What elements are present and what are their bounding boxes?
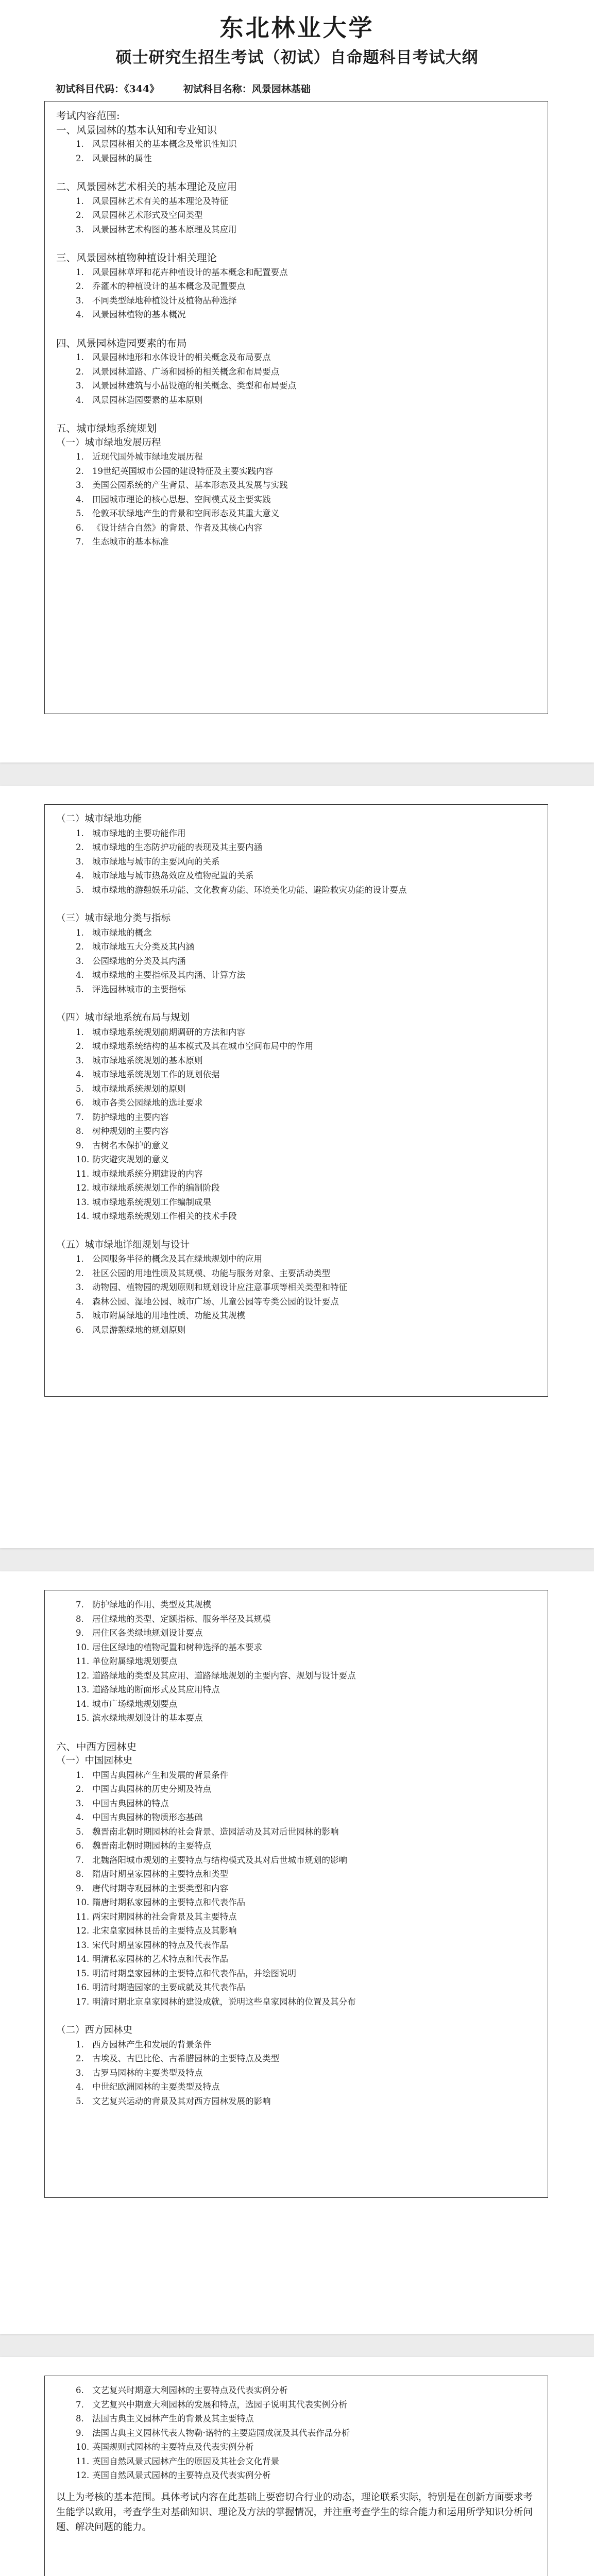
- list-item: [56, 2038, 537, 2052]
- item-number: 1.: [76, 139, 84, 149]
- item-number: 9.: [76, 1883, 84, 1893]
- item-text: 防护绿地的作用、类型及其规模: [92, 1600, 211, 1609]
- item-text: 古埃及、古巴比伦、古希腊园林的主要特点及类型: [92, 2054, 279, 2063]
- item-number: 3.: [76, 1055, 84, 1065]
- item-number: 7.: [76, 537, 84, 547]
- item-number: 7.: [76, 1855, 84, 1865]
- item-text: 宋代时期皇家园林的特点及代表作品: [92, 1940, 228, 1950]
- item-number: 7.: [76, 1112, 84, 1122]
- list-item: [56, 1139, 537, 1153]
- item-text: 城市绿地与城市热岛效应及植物配置的关系: [92, 871, 254, 880]
- item-number: 4.: [76, 310, 84, 319]
- list-item: [56, 1825, 537, 1839]
- item-number: 14.: [76, 1211, 90, 1221]
- item-text: 英国自然风景式园林的主要特点及代表实例分析: [92, 2470, 271, 2480]
- item-number: 2.: [76, 1268, 84, 1278]
- subsection-heading: （五）城市绿地详细规划与设计: [56, 1239, 190, 1250]
- item-text: 中国古典园林的特点: [92, 1798, 169, 1808]
- item-number: 9.: [76, 1628, 84, 1638]
- item-number: 8.: [76, 1614, 84, 1624]
- list-item: [56, 1910, 537, 1924]
- subsection-heading: （一）城市绿地发展历程: [56, 437, 161, 448]
- item-number: 4.: [76, 395, 84, 405]
- subject-meta: [56, 81, 331, 95]
- item-number: 9.: [76, 1140, 84, 1150]
- list-item: [56, 1612, 537, 1626]
- list-item: [56, 1967, 537, 1981]
- list-item: [56, 2440, 537, 2454]
- list-item: [56, 1025, 537, 1040]
- list-item: [56, 1640, 537, 1655]
- subsection-heading: （一）中国园林史: [56, 1755, 133, 1766]
- list-item: [56, 464, 537, 479]
- item-text: 风景园林的属性: [92, 153, 152, 163]
- list-item: [56, 2066, 537, 2080]
- item-number: 8.: [76, 2414, 84, 2424]
- subject-code: 初试科目代码：《344》: [56, 83, 160, 95]
- item-number: 6.: [76, 1325, 84, 1335]
- list-item: [56, 2468, 537, 2483]
- content-box-4: [44, 2376, 548, 2576]
- list-item: [56, 1669, 537, 1683]
- list-item: [56, 2383, 537, 2398]
- item-text: 隋唐时期私家园林的主要特点和代表作品: [92, 1897, 245, 1907]
- list-item: [56, 1124, 537, 1139]
- list-item: [56, 840, 537, 855]
- item-number: 13.: [76, 1940, 90, 1950]
- item-number: 1.: [76, 452, 84, 462]
- item-text: 道路绿地的类型及其应用、道路绿地规划的主要内容、规划与设计要点: [92, 1670, 356, 1681]
- item-number: 5.: [76, 509, 84, 518]
- list-item: [56, 535, 537, 549]
- item-number: 11.: [76, 1168, 90, 1179]
- item-text: 单位附属绿地规划要点: [92, 1656, 177, 1666]
- list-item: [56, 1895, 537, 1910]
- item-number: 10.: [76, 1155, 90, 1164]
- list-item: [56, 2426, 537, 2441]
- item-number: 12.: [76, 2470, 90, 2480]
- list-item: [56, 194, 537, 209]
- closing-paragraph: 以上为考核的基本范围。具体考试内容在此基础上要密切合行业的动态，理论联系实际，特别是在创新方面要求考生能学以致用，考查学生对基础知识、理论及方法的掌握情况，并注重考查学生的综合能力和运用所学知识分析问题、解决问题的能力。: [56, 2492, 533, 2533]
- item-number: 1.: [76, 1770, 84, 1780]
- list-item: [56, 1938, 537, 1953]
- item-text: 文艺复兴运动的背景及其对西方园林发展的影响: [92, 2096, 271, 2106]
- item-number: 12.: [76, 1670, 90, 1681]
- list-item: [56, 1067, 537, 1082]
- list-item: [56, 926, 537, 940]
- list-item: [56, 393, 537, 408]
- section-heading: 六、中西方园林史: [56, 1740, 137, 1753]
- item-number: 8.: [76, 1869, 84, 1879]
- item-number: 3.: [76, 381, 84, 391]
- item-text: 北宋皇家园林艮岳的主要特点及其影响: [92, 1926, 237, 1936]
- item-text: 古罗马园林的主要类型及特点: [92, 2067, 203, 2078]
- item-number: 10.: [76, 2442, 90, 2452]
- item-number: 5.: [76, 984, 84, 994]
- item-number: 10.: [76, 1642, 90, 1652]
- item-number: 2.: [76, 366, 84, 377]
- list-item: [56, 521, 537, 535]
- subsection-heading: （二）城市绿地功能: [56, 814, 142, 824]
- list-item: [56, 1110, 537, 1125]
- subsection-heading: （四）城市绿地系统布局与规划: [56, 1012, 190, 1023]
- item-number: 2.: [76, 466, 84, 476]
- list-item: [56, 1266, 537, 1281]
- item-text: 文艺复兴中期意大利园林的发展和特点，选园子说明其代表实例分析: [92, 2399, 347, 2410]
- page-1: [0, 0, 594, 762]
- item-number: 1.: [76, 196, 84, 206]
- item-number: 3.: [76, 1282, 84, 1292]
- section-heading: 二、风景园林艺术相关的基本理论及应用: [56, 181, 237, 193]
- list-item: [56, 1598, 537, 1612]
- item-text: 风景园林造园要素的基本原则: [92, 395, 203, 405]
- item-number: 1.: [76, 2039, 84, 2049]
- item-text: 明清时期造园家的主要成就及其代表作品: [92, 1982, 245, 1992]
- item-text: 魏晋南北朝时期园林的社会背景、造园活动及其对后世园林的影响: [92, 1826, 339, 1837]
- list-item: [56, 350, 537, 365]
- page-2: [0, 786, 594, 1548]
- item-number: 4.: [76, 2082, 84, 2092]
- list-item: [56, 968, 537, 982]
- item-number: 12.: [76, 1926, 90, 1936]
- item-text: 公园服务半径的概念及其在绿地规划中的应用: [92, 1254, 262, 1264]
- item-number: 15.: [76, 1968, 90, 1978]
- item-text: 西方园林产生和发展的背景条件: [92, 2039, 211, 2049]
- item-text: 树种规划的主要内容: [92, 1126, 169, 1136]
- item-number: 5.: [76, 1826, 84, 1837]
- list-item: [56, 1839, 537, 1853]
- item-text: 唐代时期寺观园林的主要类型和内容: [92, 1883, 228, 1893]
- list-item: [56, 1697, 537, 1711]
- item-number: 5.: [76, 1083, 84, 1094]
- list-item: [56, 1082, 537, 1096]
- subject-name: 初试科目名称：风景园林基础: [183, 83, 311, 95]
- list-item: [56, 294, 537, 308]
- content-box-2: [44, 804, 548, 1397]
- item-number: 3.: [76, 224, 84, 234]
- list-item: [56, 379, 537, 393]
- list-item: [56, 1295, 537, 1309]
- item-number: 2.: [76, 2054, 84, 2063]
- list-item: [56, 1882, 537, 1896]
- list-item: [56, 1654, 537, 1669]
- item-text: 法国古典主义园林代表人物勒·诺特的主要造园成就及其代表作品分析: [92, 2428, 350, 2438]
- item-number: 14.: [76, 1699, 90, 1709]
- item-text: 伦敦环状绿地产生的背景和空间形态及其重大意义: [92, 509, 279, 518]
- item-text: 风景游憩绿地的规划原则: [92, 1325, 186, 1335]
- item-text: 城市绿地的主要指标及其内涵、计算方法: [92, 970, 245, 980]
- item-number: 4.: [76, 494, 84, 504]
- item-text: 风景园林相关的基本概念及常识性知识: [92, 139, 237, 149]
- item-number: 6.: [76, 2385, 84, 2395]
- list-item: [56, 1924, 537, 1938]
- list-item: [56, 869, 537, 883]
- item-number: 14.: [76, 1954, 90, 1964]
- section-heading: 四、风景园林造园要素的布局: [56, 337, 187, 349]
- item-text: 中国古典园林产生和发展的背景条件: [92, 1770, 228, 1780]
- item-text: 城市绿地的主要功能作用: [92, 828, 186, 838]
- item-text: 评选园林城市的主要指标: [92, 984, 186, 994]
- item-text: 城市绿地系统规划前期调研的方法和内容: [92, 1027, 245, 1037]
- scope-title: 考试内容范围:: [56, 110, 120, 122]
- item-number: 9.: [76, 2428, 84, 2438]
- item-text: 居住区绿地的植物配置和树种选择的基本要求: [92, 1642, 262, 1652]
- item-number: 2.: [76, 942, 84, 952]
- item-number: 4.: [76, 1812, 84, 1822]
- item-text: 古树名木保护的意义: [92, 1140, 169, 1150]
- content-box-3: [44, 1590, 548, 2198]
- item-text: 北魏洛阳城市规划的主要特点与结构模式及其对后世城市规划的影响: [92, 1855, 347, 1865]
- list-item: [56, 1209, 537, 1224]
- list-item: [56, 2412, 537, 2426]
- item-text: 风景园林道路、广场和园桥的相关概念和布局要点: [92, 366, 279, 377]
- item-text: 防护绿地的主要内容: [92, 1112, 169, 1122]
- item-number: 2.: [76, 1784, 84, 1794]
- item-number: 1.: [76, 828, 84, 838]
- item-text: 滨水绿地规划设计的基本要点: [92, 1713, 203, 1723]
- item-text: 英国规则式园林的主要特点及代表实例分析: [92, 2442, 254, 2452]
- item-text: 不同类型绿地种植设计及植物品种选择: [92, 295, 237, 306]
- list-item: [56, 279, 537, 294]
- item-number: 4.: [76, 1296, 84, 1307]
- item-number: 8.: [76, 1126, 84, 1136]
- list-item: [56, 2080, 537, 2094]
- item-text: 风景园林艺术形式及空间类型: [92, 210, 203, 220]
- list-item: [56, 1153, 537, 1167]
- list-item: [56, 1280, 537, 1295]
- item-text: 风景园林植物的基本概况: [92, 310, 186, 319]
- content-box-1: [44, 101, 548, 714]
- item-number: 3.: [76, 480, 84, 490]
- item-text: 城市广场绿地规划要点: [92, 1699, 177, 1709]
- item-text: 乔灌木的种植设计的基本概念及配置要点: [92, 281, 245, 291]
- item-text: 城市绿地系统规划工作的规划依据: [92, 1070, 220, 1079]
- list-item: [56, 137, 537, 151]
- item-number: 3.: [76, 956, 84, 966]
- item-text: 生态城市的基本标准: [92, 537, 169, 547]
- item-text: 两宋时期园林的社会背景及其主要特点: [92, 1911, 237, 1922]
- list-item: [56, 1711, 537, 1725]
- item-text: 城市绿地系统规划工作编制成果: [92, 1197, 211, 1207]
- list-item: [56, 265, 537, 280]
- item-number: 4.: [76, 871, 84, 880]
- item-text: 中世纪欧洲园林的主要类型及特点: [92, 2082, 220, 2092]
- item-number: 2.: [76, 153, 84, 163]
- item-text: 公园绿地的分类及其内涵: [92, 956, 186, 966]
- item-number: 5.: [76, 2096, 84, 2106]
- list-item: [56, 1252, 537, 1266]
- item-number: 1.: [76, 267, 84, 277]
- item-number: 3.: [76, 2067, 84, 2078]
- item-text: 《设计结合自然》的背景、作者及其核心内容: [92, 522, 262, 533]
- item-text: 城市绿地的游憩娱乐功能、文化教育功能、环境美化功能、避险救灾功能的设计要点: [92, 885, 407, 895]
- item-number: 6.: [76, 1841, 84, 1851]
- item-number: 2.: [76, 281, 84, 291]
- item-text: 森林公园、湿地公园、城市广场、儿童公园等专类公园的设计要点: [92, 1296, 339, 1307]
- list-item: [56, 1195, 537, 1210]
- list-item: [56, 450, 537, 464]
- list-item: [56, 208, 537, 223]
- item-number: 7.: [76, 1600, 84, 1609]
- item-number: 17.: [76, 1996, 90, 2007]
- list-item: [56, 223, 537, 237]
- list-item: [56, 1626, 537, 1640]
- list-item: [56, 940, 537, 954]
- item-text: 城市绿地系统结构的基本模式及其在城市空间布局中的作用: [92, 1041, 313, 1051]
- item-number: 11.: [76, 1656, 90, 1666]
- item-text: 社区公园的用地性质及其规模、功能与服务对象、主要活动类型: [92, 1268, 330, 1278]
- list-item: [56, 2052, 537, 2066]
- exam-title: 硕士研究生招生考试（初试）自命题科目考试大纲: [115, 48, 479, 67]
- item-text: 城市附属绿地的用地性质、功能及其规模: [92, 1311, 245, 1320]
- item-text: 明清时期北京皇家园林的建设成就，说明这些皇家园林的位置及其分布: [92, 1996, 356, 2007]
- page-3: [0, 1571, 594, 2334]
- item-number: 10.: [76, 1897, 90, 1907]
- item-text: 防灾避灾规划的意义: [92, 1155, 169, 1164]
- section-heading: 三、风景园林植物种植设计相关理论: [56, 252, 217, 264]
- item-number: 5.: [76, 1311, 84, 1320]
- list-item: [56, 2454, 537, 2469]
- item-text: 风景园林艺术有关的基本理论及特征: [92, 196, 228, 206]
- item-number: 6.: [76, 522, 84, 533]
- list-item: [56, 1782, 537, 1797]
- list-item: [56, 151, 537, 166]
- item-number: 2.: [76, 842, 84, 852]
- item-text: 风景园林建筑与小品设施的相关概念、类型和布局要点: [92, 381, 296, 391]
- item-text: 明清私家园林的艺术特点和代表作品: [92, 1954, 228, 1964]
- item-number: 11.: [76, 1911, 90, 1922]
- item-number: 2.: [76, 1041, 84, 1051]
- item-number: 7.: [76, 2399, 84, 2410]
- item-text: 居住区各类绿地规划设计要点: [92, 1628, 203, 1638]
- section-heading: 一、风景园林的基本认知和专业知识: [56, 124, 217, 136]
- list-item: [56, 1952, 537, 1967]
- list-item: [56, 365, 537, 379]
- item-text: 风景园林草坪和花卉种植设计的基本概念和配置要点: [92, 267, 288, 277]
- list-item: [56, 1768, 537, 1783]
- list-item: [56, 478, 537, 493]
- list-item: [56, 1309, 537, 1323]
- list-item: [56, 1167, 537, 1181]
- list-item: [56, 506, 537, 521]
- list-item: [56, 1323, 537, 1337]
- page-4: [0, 2357, 594, 2576]
- list-item: [56, 1054, 537, 1068]
- list-item: [56, 2094, 537, 2109]
- item-text: 英国自然风景式园林产生的原因及其社会文化背景: [92, 2456, 279, 2466]
- item-number: 4.: [76, 970, 84, 980]
- item-text: 城市绿地的生态防护功能的表现及其主要内涵: [92, 842, 262, 852]
- item-number: 3.: [76, 295, 84, 306]
- section-heading: 五、城市绿地系统规划: [56, 422, 157, 434]
- item-text: 城市各类公园绿地的选址要求: [92, 1098, 203, 1108]
- list-item: [56, 2398, 537, 2412]
- item-number: 15.: [76, 1713, 90, 1723]
- list-item: [56, 493, 537, 507]
- item-number: 3.: [76, 856, 84, 867]
- item-text: 隋唐时期皇家园林的主要特点和类型: [92, 1869, 228, 1879]
- item-text: 动物园、植物园的规划原则和规划设计应注意事项等相关类型和特征: [92, 1282, 347, 1292]
- list-item: [56, 308, 537, 322]
- item-text: 城市绿地与城市的主要风向的关系: [92, 856, 220, 867]
- list-item: [56, 982, 537, 997]
- item-text: 19世纪英国城市公园的建设特征及主要实践内容: [92, 466, 273, 476]
- item-text: 居住绿地的类型、定额指标、服务半径及其规模: [92, 1614, 271, 1624]
- item-text: 城市绿地系统规划的基本原则: [92, 1055, 203, 1065]
- list-item: [56, 1853, 537, 1868]
- list-item: [56, 1096, 537, 1110]
- list-item: [56, 1797, 537, 1811]
- item-number: 16.: [76, 1982, 90, 1992]
- item-number: 11.: [76, 2456, 90, 2466]
- list-item: [56, 826, 537, 841]
- list-item: [56, 1867, 537, 1882]
- list-item: [56, 1181, 537, 1195]
- list-item: [56, 1995, 537, 2009]
- item-text: 城市绿地五大分类及其内涵: [92, 942, 194, 952]
- university-title: 东北林业大学: [219, 14, 375, 42]
- item-number: 3.: [76, 1798, 84, 1808]
- item-number: 1.: [76, 1254, 84, 1264]
- list-item: [56, 1980, 537, 1995]
- list-item: [56, 1683, 537, 1697]
- item-text: 道路绿地的断面形式及其应用特点: [92, 1685, 220, 1694]
- list-item: [56, 954, 537, 969]
- list-item: [56, 883, 537, 897]
- item-number: 6.: [76, 1098, 84, 1108]
- list-item: [56, 1810, 537, 1825]
- item-text: 文艺复兴时期意大利园林的主要特点及代表实例分析: [92, 2385, 288, 2395]
- item-text: 风景园林地形和水体设计的相关概念及布局要点: [92, 352, 271, 362]
- list-item: [56, 855, 537, 869]
- item-number: 4.: [76, 1070, 84, 1079]
- item-text: 城市绿地的概念: [92, 927, 152, 938]
- item-text: 中国古典园林的物质形态基础: [92, 1812, 203, 1822]
- item-text: 田园城市理论的核心思想、空间模式及主要实践: [92, 494, 271, 504]
- item-text: 法国古典主义园林产生的背景及其主要特点: [92, 2414, 254, 2424]
- subsection-heading: （二）西方园林史: [56, 2025, 133, 2036]
- item-text: 美国公园系统的产生背景、基本形态及其发展与实践: [92, 480, 288, 490]
- item-text: 城市绿地系统规划的原则: [92, 1083, 186, 1094]
- list-item: [56, 1039, 537, 1054]
- item-text: 明清时期皇家园林的主要特点和代表作品，并绘图说明: [92, 1968, 296, 1978]
- item-text: 魏晋南北朝时期园林的主要特点: [92, 1841, 211, 1851]
- item-number: 12.: [76, 1183, 90, 1193]
- item-text: 中国古典园林的历史分期及特点: [92, 1784, 211, 1794]
- item-text: 城市绿地系统分期建设的内容: [92, 1168, 203, 1179]
- item-number: 1.: [76, 927, 84, 938]
- item-number: 1.: [76, 352, 84, 362]
- item-text: 风景园林艺术构图的基本原理及其应用: [92, 224, 237, 234]
- item-number: 2.: [76, 210, 84, 220]
- item-number: 13.: [76, 1197, 90, 1207]
- item-number: 13.: [76, 1685, 90, 1694]
- item-number: 1.: [76, 1027, 84, 1037]
- item-text: 城市绿地系统规划工作的编制阶段: [92, 1183, 220, 1193]
- item-text: 近现代国外城市绿地发展历程: [92, 452, 203, 462]
- item-number: 5.: [76, 885, 84, 895]
- item-text: 城市绿地系统规划工作相关的技术手段: [92, 1211, 237, 1221]
- subsection-heading: （三）城市绿地分类与指标: [56, 913, 171, 924]
